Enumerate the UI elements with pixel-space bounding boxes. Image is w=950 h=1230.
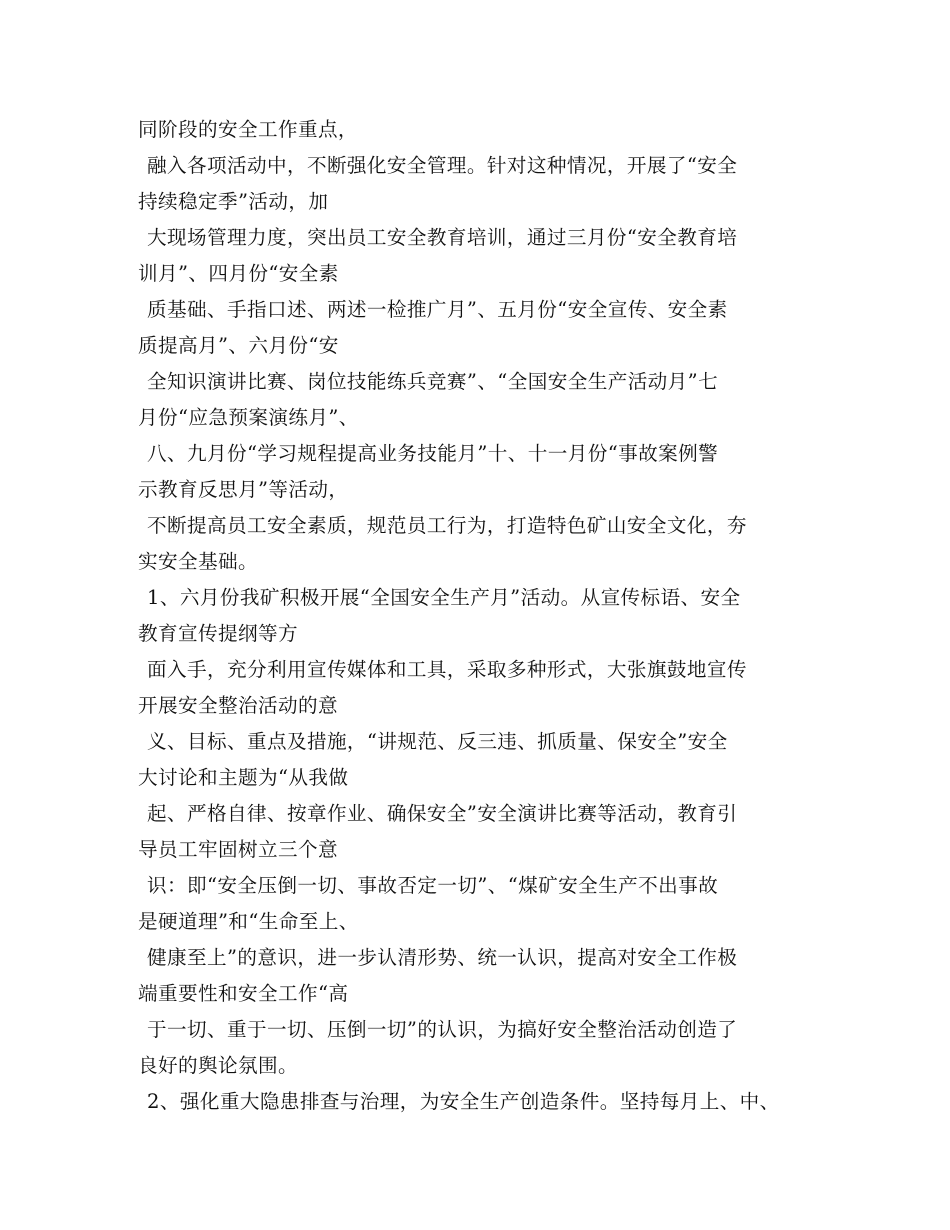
text-line: 义、目标、重点及措施，“讲规范、反三违、抓质量、保安全”安全 [147,730,728,753]
text-line: 起、严格自律、按章作业、确保安全”安全演讲比赛等活动，教育引 [147,802,738,825]
text-line: 不断提高员工安全素质，规范员工行为，打造特色矿山安全文化，夯 [147,514,747,537]
text-line: 同阶段的安全工作重点， [138,118,358,141]
text-line: 质基础、手指口述、两述一检推广月”、五月份“安全宣传、安全素 [147,298,728,321]
text-line: 质提高月”、六月份“安 [138,334,339,357]
text-line: 1、六月份我矿积极开展“全国安全生产月”活动。从宣传标语、安全 [147,586,741,609]
text-line: 八、九月份“学习规程提高业务技能月”十、十一月份“事故案例警 [147,442,719,465]
text-line: 全知识演讲比赛、岗位技能练兵竞赛”、“全国安全生产活动月”七 [147,370,719,393]
text-line: 良好的舆论氛围。 [138,1054,298,1077]
text-line: 融入各项活动中，不断强化安全管理。针对这种情况，开展了“安全 [147,154,738,177]
text-line: 大现场管理力度，突出员工安全教育培训，通过三月份“安全教育培 [147,226,738,249]
text-line: 于一切、重于一切、压倒一切”的认识，为搞好安全整治活动创造了 [147,1018,738,1041]
text-line: 示教育反思月”等活动， [138,478,349,501]
text-line: 大讨论和主题为“从我做 [138,766,349,789]
text-line: 月份“应急预案演练月”、 [138,406,359,429]
text-line: 开展安全整治活动的意 [138,694,338,717]
text-line: 面入手，充分利用宣传媒体和工具，采取多种形式，大张旗鼓地宣传 [147,658,747,681]
text-line: 是硬道理”和“生命至上、 [138,910,359,933]
text-line: 训月”、四月份“安全素 [138,262,339,285]
text-line: 持续稳定季”活动，加 [138,190,329,213]
text-line: 导员工牢固树立三个意 [138,838,338,861]
text-line: 识：即“安全压倒一切、事故否定一切”、“煤矿安全生产不出事故 [147,874,719,897]
text-line: 健康至上”的意识，进一步认清形势、统一认识，提高对安全工作极 [147,946,738,969]
text-line: 2、强化重大隐患排查与治理，为安全生产创造条件。坚持每月上、中、 [147,1090,780,1113]
text-line: 端重要性和安全工作“高 [138,982,349,1005]
text-line: 实安全基础。 [138,550,258,573]
text-line: 教育宣传提纲等方 [138,622,298,645]
document-body [138,112,828,1120]
